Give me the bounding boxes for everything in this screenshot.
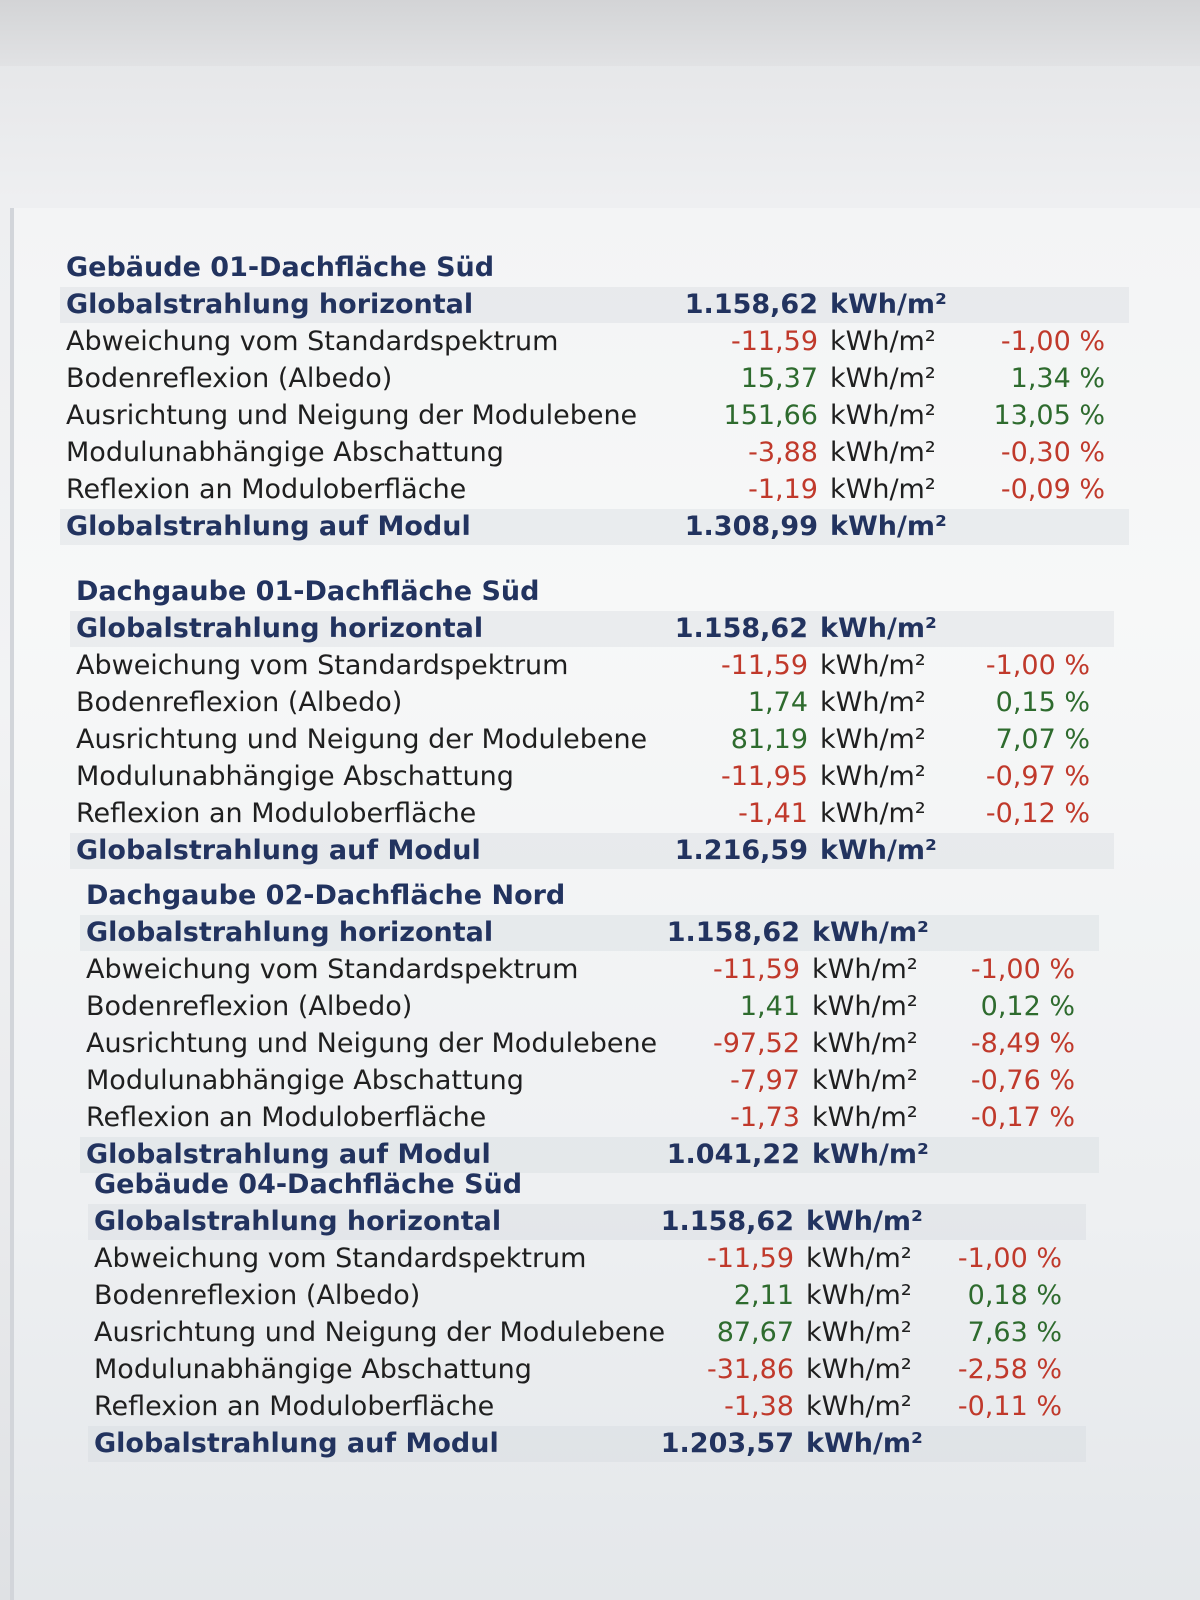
report-row bbox=[60, 324, 1129, 360]
value-unit: kWh/m² bbox=[812, 954, 918, 985]
row-value bbox=[636, 1352, 936, 1388]
row-value bbox=[636, 1241, 936, 1277]
total-value bbox=[636, 1426, 936, 1462]
report-row bbox=[70, 833, 1114, 869]
value-number: -1,73 bbox=[730, 1102, 800, 1133]
row-label: Bodenreflexion (Albedo) bbox=[66, 363, 393, 394]
row-label: Abweichung vom Standardspektrum bbox=[94, 1243, 587, 1274]
horizontal-label: Globalstrahlung horizontal bbox=[66, 289, 474, 320]
section-title: Dachgaube 02-Dachfläche Nord bbox=[86, 880, 566, 911]
row-label: Ausrichtung und Neigung der Modulebene bbox=[76, 724, 648, 755]
report-row bbox=[70, 685, 1114, 721]
row-percent: 1,34 % bbox=[1010, 363, 1105, 394]
total-value bbox=[636, 1204, 936, 1240]
value-unit: kWh/m² bbox=[830, 400, 936, 431]
value-number: 1.216,59 bbox=[674, 835, 808, 866]
value-number: -1,41 bbox=[738, 798, 808, 829]
value-unit: kWh/m² bbox=[806, 1354, 912, 1385]
row-percent: -0,12 % bbox=[985, 798, 1090, 829]
total-value bbox=[642, 915, 942, 951]
value-unit: kWh/m² bbox=[806, 1206, 923, 1237]
row-value bbox=[650, 796, 950, 832]
value-number: -31,86 bbox=[706, 1354, 794, 1385]
value-number: -11,59 bbox=[712, 954, 800, 985]
row-label: Bodenreflexion (Albedo) bbox=[76, 687, 403, 718]
report-row bbox=[60, 250, 1129, 286]
row-label: Abweichung vom Standardspektrum bbox=[86, 954, 579, 985]
report-row bbox=[80, 1026, 1099, 1062]
value-number: 81,19 bbox=[730, 724, 808, 755]
row-value bbox=[660, 324, 960, 360]
value-unit: kWh/m² bbox=[806, 1280, 912, 1311]
value-number: 2,11 bbox=[733, 1280, 794, 1311]
row-label: Reflexion an Moduloberfläche bbox=[86, 1102, 487, 1133]
total-value bbox=[650, 833, 950, 869]
row-value bbox=[642, 952, 942, 988]
value-unit: kWh/m² bbox=[812, 917, 929, 948]
value-unit: kWh/m² bbox=[806, 1428, 923, 1459]
value-number: -1,38 bbox=[724, 1391, 794, 1422]
report-row bbox=[80, 878, 1099, 914]
row-value bbox=[636, 1315, 936, 1351]
value-number: -11,95 bbox=[720, 761, 808, 792]
report-row bbox=[80, 915, 1099, 951]
report-row bbox=[88, 1426, 1086, 1462]
value-number: 1,74 bbox=[747, 687, 808, 718]
row-label: Abweichung vom Standardspektrum bbox=[66, 326, 559, 357]
report-row bbox=[70, 574, 1114, 610]
row-percent: -8,49 % bbox=[970, 1028, 1075, 1059]
row-percent: 7,07 % bbox=[995, 724, 1090, 755]
row-label: Reflexion an Moduloberfläche bbox=[66, 474, 467, 505]
row-label: Modulunabhängige Abschattung bbox=[66, 437, 504, 468]
row-percent: -0,09 % bbox=[1000, 474, 1105, 505]
report-row bbox=[70, 722, 1114, 758]
section-title: Gebäude 01-Dachfläche Süd bbox=[66, 252, 495, 283]
report-row bbox=[70, 796, 1114, 832]
row-label: Bodenreflexion (Albedo) bbox=[94, 1280, 421, 1311]
row-percent: -1,00 % bbox=[970, 954, 1075, 985]
value-unit: kWh/m² bbox=[830, 474, 936, 505]
value-unit: kWh/m² bbox=[820, 613, 937, 644]
row-percent: -1,00 % bbox=[985, 650, 1090, 681]
row-percent: -0,11 % bbox=[957, 1391, 1062, 1422]
report-row bbox=[70, 611, 1114, 647]
value-number: 1.041,22 bbox=[666, 1139, 800, 1170]
report-row bbox=[60, 509, 1129, 545]
module-label: Globalstrahlung auf Modul bbox=[94, 1428, 499, 1459]
value-unit: kWh/m² bbox=[812, 991, 918, 1022]
row-value bbox=[642, 1063, 942, 1099]
report-row bbox=[60, 287, 1129, 323]
row-value bbox=[660, 472, 960, 508]
value-number: -11,59 bbox=[720, 650, 808, 681]
value-unit: kWh/m² bbox=[806, 1391, 912, 1422]
row-label: Abweichung vom Standardspektrum bbox=[76, 650, 569, 681]
value-unit: kWh/m² bbox=[820, 724, 926, 755]
row-label: Ausrichtung und Neigung der Modulebene bbox=[66, 400, 638, 431]
row-value bbox=[650, 722, 950, 758]
value-number: -97,52 bbox=[712, 1028, 800, 1059]
row-label: Ausrichtung und Neigung der Modulebene bbox=[94, 1317, 666, 1348]
total-value bbox=[660, 509, 960, 545]
module-label: Globalstrahlung auf Modul bbox=[76, 835, 481, 866]
report-row bbox=[88, 1389, 1086, 1425]
row-percent: 0,15 % bbox=[995, 687, 1090, 718]
row-label: Bodenreflexion (Albedo) bbox=[86, 991, 413, 1022]
value-unit: kWh/m² bbox=[812, 1102, 918, 1133]
row-percent: 7,63 % bbox=[967, 1317, 1062, 1348]
row-value bbox=[650, 759, 950, 795]
value-number: -11,59 bbox=[730, 326, 818, 357]
report-row bbox=[80, 1063, 1099, 1099]
row-label: Modulunabhängige Abschattung bbox=[76, 761, 514, 792]
value-unit: kWh/m² bbox=[812, 1028, 918, 1059]
report-row bbox=[60, 398, 1129, 434]
value-unit: kWh/m² bbox=[812, 1139, 929, 1170]
report-panel-edge bbox=[10, 208, 14, 1600]
row-percent: -1,00 % bbox=[1000, 326, 1105, 357]
value-number: 1.203,57 bbox=[660, 1428, 794, 1459]
row-value bbox=[636, 1278, 936, 1314]
module-label: Globalstrahlung auf Modul bbox=[66, 511, 471, 542]
horizontal-label: Globalstrahlung horizontal bbox=[86, 917, 494, 948]
row-value bbox=[650, 685, 950, 721]
section-title: Gebäude 04-Dachfläche Süd bbox=[94, 1169, 523, 1200]
report-row bbox=[88, 1278, 1086, 1314]
total-value bbox=[660, 287, 960, 323]
row-percent: -0,30 % bbox=[1000, 437, 1105, 468]
report-row bbox=[88, 1315, 1086, 1351]
value-unit: kWh/m² bbox=[830, 289, 947, 320]
row-percent: -2,58 % bbox=[957, 1354, 1062, 1385]
row-percent: -0,17 % bbox=[970, 1102, 1075, 1133]
value-unit: kWh/m² bbox=[820, 761, 926, 792]
row-label: Reflexion an Moduloberfläche bbox=[76, 798, 477, 829]
horizontal-label: Globalstrahlung horizontal bbox=[76, 613, 484, 644]
row-label: Ausrichtung und Neigung der Modulebene bbox=[86, 1028, 658, 1059]
row-value bbox=[660, 435, 960, 471]
value-unit: kWh/m² bbox=[806, 1243, 912, 1274]
screen-top-band bbox=[0, 0, 1200, 66]
value-number: -3,88 bbox=[748, 437, 818, 468]
report-row bbox=[60, 435, 1129, 471]
value-unit: kWh/m² bbox=[820, 650, 926, 681]
module-label: Globalstrahlung auf Modul bbox=[86, 1139, 491, 1170]
value-number: 151,66 bbox=[723, 400, 818, 431]
section-title: Dachgaube 01-Dachfläche Süd bbox=[76, 576, 540, 607]
row-label: Reflexion an Moduloberfläche bbox=[94, 1391, 495, 1422]
value-unit: kWh/m² bbox=[812, 1065, 918, 1096]
value-number: -7,97 bbox=[730, 1065, 800, 1096]
row-value bbox=[642, 989, 942, 1025]
value-number: 1.158,62 bbox=[660, 1206, 794, 1237]
report-row bbox=[88, 1352, 1086, 1388]
value-number: 1.158,62 bbox=[666, 917, 800, 948]
report-row bbox=[80, 1100, 1099, 1136]
row-value bbox=[642, 1100, 942, 1136]
row-label: Modulunabhängige Abschattung bbox=[86, 1065, 524, 1096]
row-label: Modulunabhängige Abschattung bbox=[94, 1354, 532, 1385]
value-unit: kWh/m² bbox=[820, 835, 937, 866]
value-number: 1,41 bbox=[739, 991, 800, 1022]
value-unit: kWh/m² bbox=[820, 687, 926, 718]
row-value bbox=[650, 648, 950, 684]
row-percent: -0,97 % bbox=[985, 761, 1090, 792]
report-row bbox=[88, 1204, 1086, 1240]
report-row bbox=[80, 989, 1099, 1025]
report-row bbox=[70, 648, 1114, 684]
value-unit: kWh/m² bbox=[830, 511, 947, 542]
value-unit: kWh/m² bbox=[830, 437, 936, 468]
row-value bbox=[636, 1389, 936, 1425]
value-number: 1.158,62 bbox=[684, 289, 818, 320]
row-percent: -0,76 % bbox=[970, 1065, 1075, 1096]
value-number: 1.308,99 bbox=[684, 511, 818, 542]
row-percent: 0,12 % bbox=[980, 991, 1075, 1022]
row-value bbox=[660, 361, 960, 397]
report-row bbox=[60, 472, 1129, 508]
total-value bbox=[650, 611, 950, 647]
value-unit: kWh/m² bbox=[830, 363, 936, 394]
report-row bbox=[88, 1241, 1086, 1277]
report-row bbox=[80, 952, 1099, 988]
value-number: 1.158,62 bbox=[674, 613, 808, 644]
value-unit: kWh/m² bbox=[820, 798, 926, 829]
row-percent: 13,05 % bbox=[993, 400, 1105, 431]
report-row bbox=[88, 1167, 1086, 1203]
value-number: 15,37 bbox=[740, 363, 818, 394]
row-percent: 0,18 % bbox=[967, 1280, 1062, 1311]
value-unit: kWh/m² bbox=[830, 326, 936, 357]
report-row bbox=[70, 759, 1114, 795]
value-number: -1,19 bbox=[748, 474, 818, 505]
value-unit: kWh/m² bbox=[806, 1317, 912, 1348]
row-value bbox=[660, 398, 960, 434]
report-row bbox=[60, 361, 1129, 397]
value-number: 87,67 bbox=[716, 1317, 794, 1348]
row-value bbox=[642, 1026, 942, 1062]
value-number: -11,59 bbox=[706, 1243, 794, 1274]
horizontal-label: Globalstrahlung horizontal bbox=[94, 1206, 502, 1237]
row-percent: -1,00 % bbox=[957, 1243, 1062, 1274]
